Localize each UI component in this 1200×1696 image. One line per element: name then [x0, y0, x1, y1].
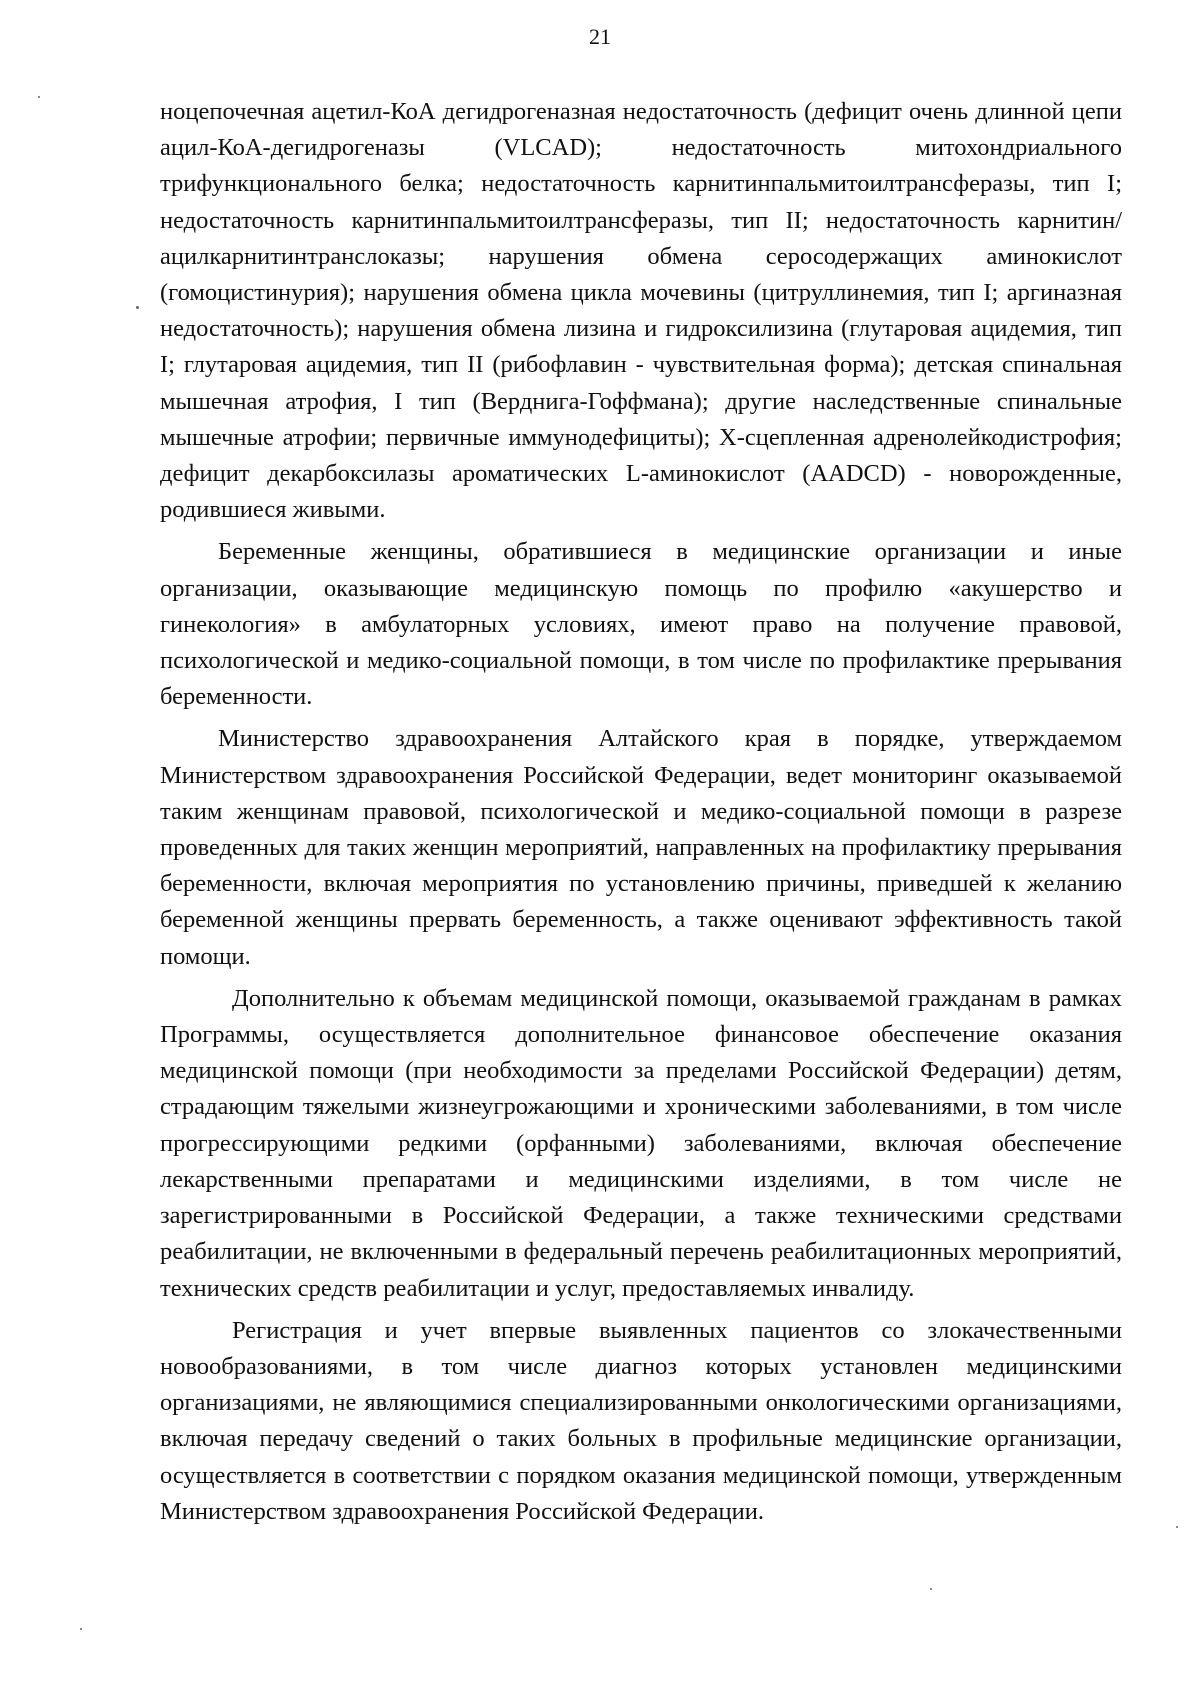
page-number: 21	[589, 24, 611, 49]
scan-speck	[38, 96, 40, 98]
scan-speck	[930, 1588, 932, 1590]
paragraph-registration: Регистрация и учет впервые выявленных пациентов со злокачественными новообразованиями, в том числе диагноз которых установлен медицинскими организациями, не являющимися специализированными онкологическими организациями, включая передачу сведений о таких больных в профильные медицинские организации, осуществляется в соответствии с порядком оказания медицинской помощи, утвержденным Министерством здравоохранения Российской Федерации.	[160, 1316, 1122, 1525]
scan-speck	[136, 306, 139, 309]
scan-speck	[80, 1628, 82, 1630]
paragraph-additional-funding: Дополнительно к объемам медицинской помощи, оказываемой гражданам в рамках Программы, осуществляется дополнительное финансовое обеспечение оказания медицинской помощи (при необходимости за пределами Российской Федерации) детям, страдающим тяжелыми жизнеугрожающими и хроническими заболеваниями, в том числе прогрессирующими редкими (орфанными) заболеваниями, включая обеспечение лекарственными препаратами и медицинскими изделиями, в том числе не зарегистрированными в Российской Федерации, а также техническими средствами реабилитации, не включенными в федеральный перечень реабилитационных мероприятий, технических средств реабилитации и услуг, предоставляемых инвалиду.	[160, 984, 1122, 1302]
paragraph-pregnant-women: Беременные женщины, обратившиеся в медицинские организации и иные организации, оказывающие медицинскую помощь по профилю «акушерство и гинекология» в амбулаторных условиях, имеют право на получение правовой, психологической и медико-социальной помощи, в том числе по профилактике прерывания беременности.	[160, 538, 1122, 711]
scan-speck	[1176, 1526, 1178, 1528]
paragraph-continuation: ноцепочечная ацетил-КоА дегидрогеназная недостаточность (дефицит очень длинной цепи ацил-КоА-дегидрогеназы (VLCAD); недостаточность митохондриального трифункционального белка; недостаточность карнитинпальмитоилтрансферазы, тип I; недостаточность карнитинпальмитоилтрансферазы, тип II; недостаточность карнитин/ацилкарнитинтранслоказы; нарушения обмена серосодержащих аминокислот (гомоцистинурия); нарушения обмена цикла мочевины (цитруллинемия, тип I; аргиназная недостаточность); нарушения обмена лизина и гидроксилизина (глутаровая ацидемия, тип I; глутаровая ацидемия, тип II (рибофлавин - чувствительная форма); детская спинальная мышечная атрофия, I тип (Верднига-Гоффмана); другие наследственные спинальные мышечные атрофии; первичные иммунодефициты); X-сцепленная адренолейкодистрофия; дефицит декарбоксилазы ароматических L-аминокислот (AADCD) - новорожденные, родившиеся живыми.	[160, 98, 1122, 524]
paragraph-ministry-monitoring: Министерство здравоохранения Алтайского края в порядке, утверждаемом Министерством здравоохранения Российской Федерации, ведет мониторинг оказываемой таким женщинам правовой, психологической и медико-социальной помощи в разрезе проведенных для таких женщин мероприятий, направленных на профилактику прерывания беременности, включая мероприятия по установлению причины, приведшей к желанию беременной женщины прервать беременность, а также оценивают эффективность такой помощи.	[160, 725, 1122, 970]
body-text	[160, 94, 1122, 1536]
